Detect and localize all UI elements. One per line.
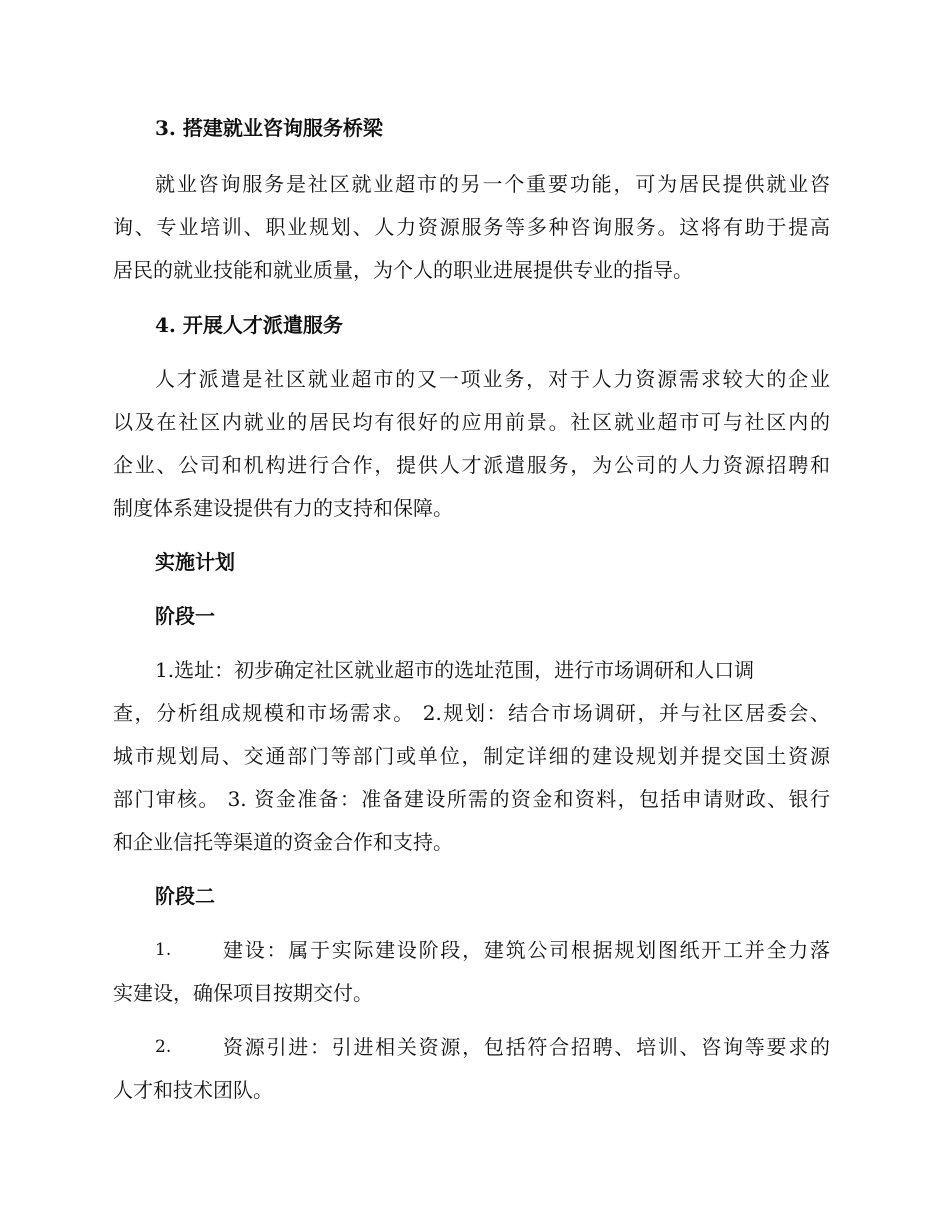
list-item-number: 2.: [155, 1037, 172, 1057]
paragraph-line: 部门审核。 3. 资金准备：准备建设所需的资金和资料，包括申请财政、银行: [113, 787, 830, 811]
list-item-text: 建设：属于实际建设阶段，建筑公司根据规划图纸开工并全力落: [223, 938, 830, 962]
paragraph-line: 企业、公司和机构进行合作，提供人才派遣服务，为公司的人力资源招聘和: [113, 453, 830, 477]
paragraph-line: 查，分析组成规模和市场需求。 2.规划：结合市场调研，并与社区居委会、: [113, 701, 830, 725]
paragraph-line: 人才派遣是社区就业超市的又一项业务，对于人力资源需求较大的企业: [155, 367, 830, 391]
paragraph-line: 城市规划局、交通部门等部门或单位，制定详细的建设规划并提交国土资源: [113, 744, 830, 768]
paragraph-line: 和企业信托等渠道的资金合作和支持。: [113, 830, 453, 854]
stage-heading-1: 阶段一: [155, 604, 215, 628]
stage-heading-2: 阶段二: [155, 884, 215, 908]
paragraph-line: 询、专业培训、职业规划、人力资源服务等多种咨询服务。这将有助于提高: [113, 215, 830, 239]
paragraph-line: 1.选址：初步确定社区就业超市的选址范围，进行市场调研和人口调: [155, 658, 755, 682]
paragraph-line: 就业咨询服务是社区就业超市的另一个重要功能，可为居民提供就业咨: [155, 172, 830, 196]
list-item-number: 1.: [155, 940, 172, 960]
paragraph-line: 以及在社区内就业的居民均有很好的应用前景。社区就业超市可与社区内的: [113, 410, 830, 434]
list-item-text: 资源引进：引进相关资源，包括符合招聘、培训、咨询等要求的: [223, 1035, 830, 1059]
plan-heading: 实施计划: [155, 550, 235, 574]
list-item-continuation: 人才和技术团队。: [113, 1078, 273, 1102]
paragraph-line: 居民的就业技能和就业质量，为个人的职业进展提供专业的指导。: [113, 258, 693, 282]
list-item-continuation: 实建设，确保项目按期交付。: [113, 981, 373, 1005]
section-heading-3: 3. 搭建就业咨询服务桥梁: [155, 116, 383, 140]
section-heading-4: 4. 开展人才派遣服务: [155, 313, 343, 337]
paragraph-line: 制度体系建设提供有力的支持和保障。: [113, 496, 453, 520]
